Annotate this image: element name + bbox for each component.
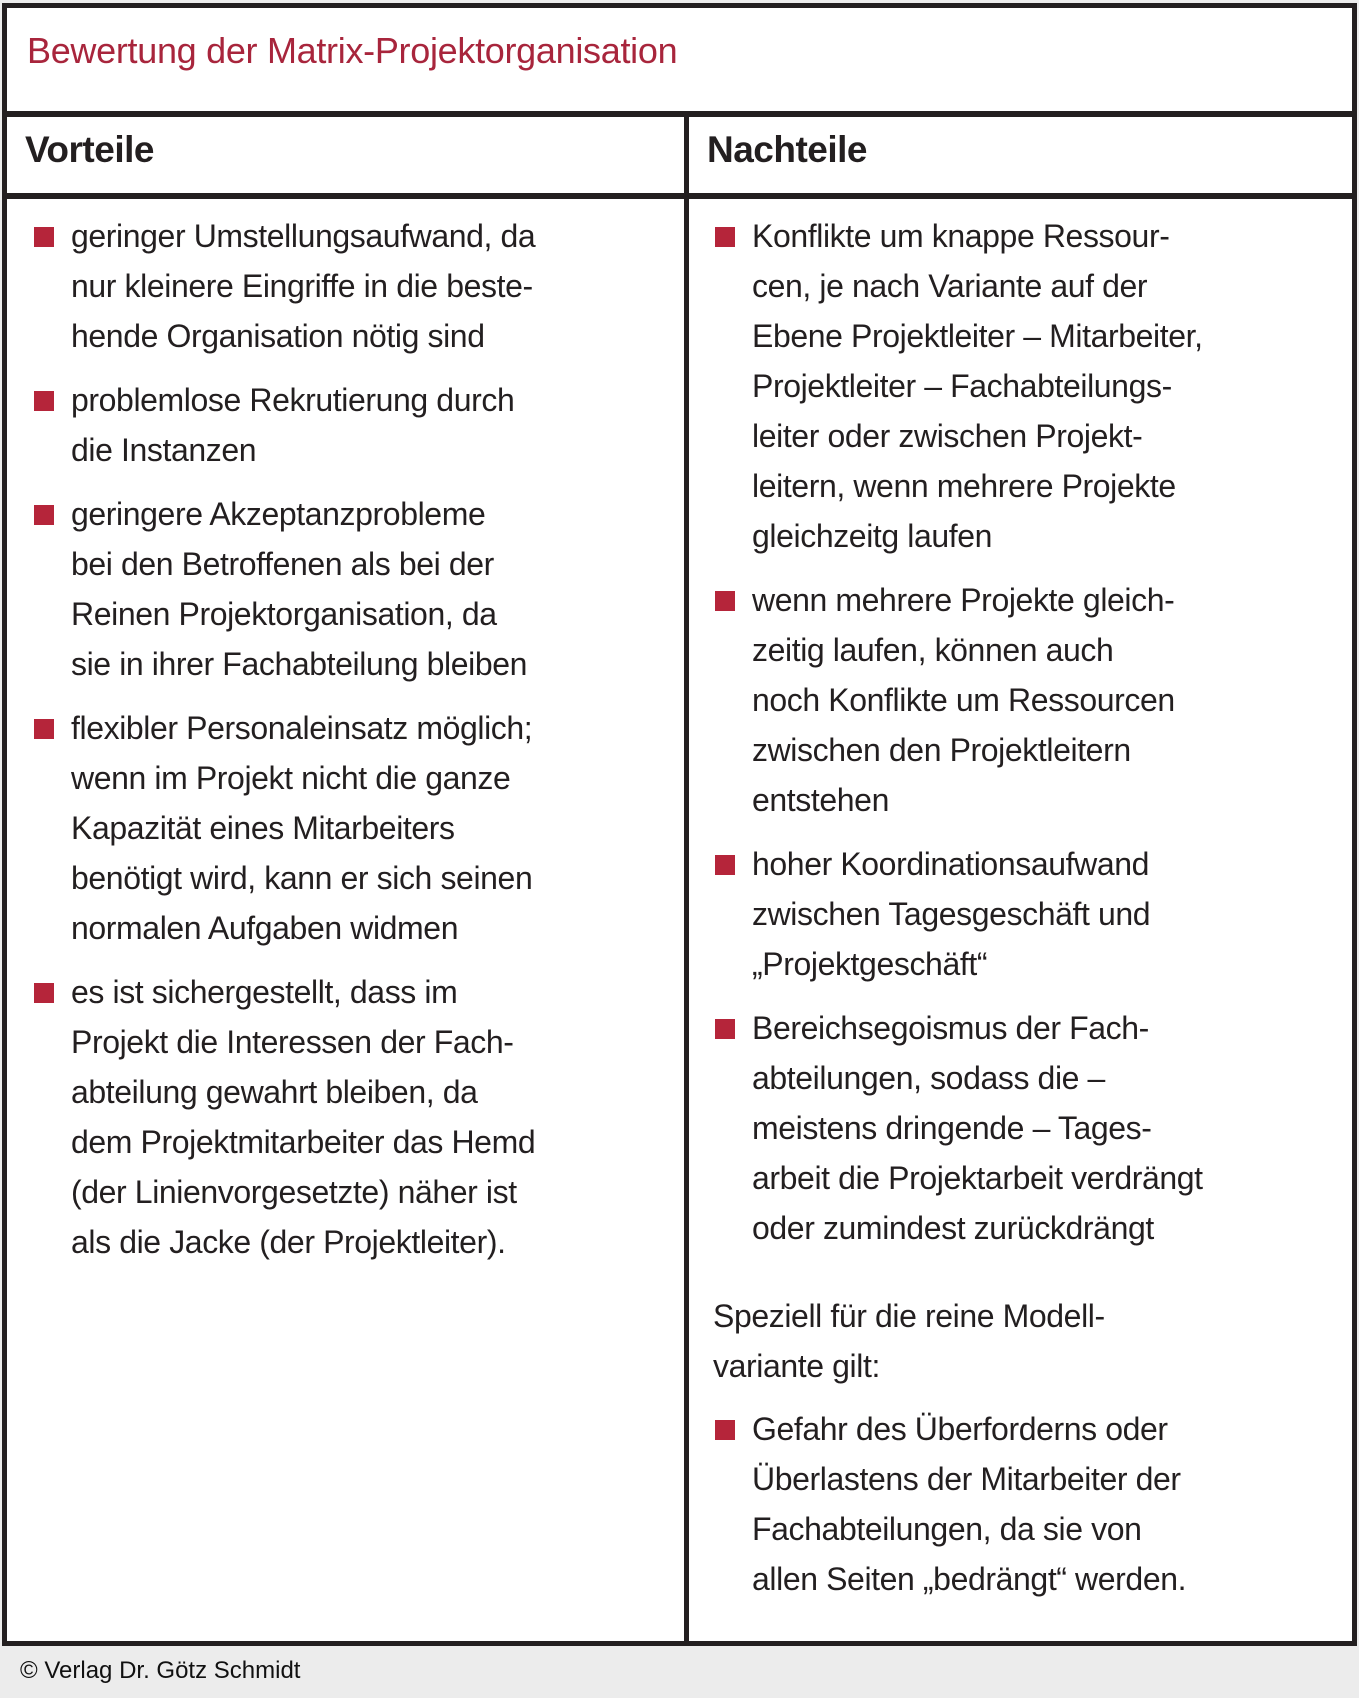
list-item [34, 703, 535, 953]
list-item-line: die Instanzen [71, 432, 257, 468]
list-item-line: gleichzeitg laufen [752, 518, 993, 554]
evaluation-table [2, 3, 1357, 1646]
list-item [715, 211, 1203, 561]
list-item [715, 1404, 1203, 1604]
list-item-line: Reinen Projektorganisation, da [71, 596, 497, 632]
list-item-line: leiter oder zwischen Projekt- [752, 418, 1143, 454]
list-item-line: Konflikte um knappe Ressour- [752, 218, 1170, 254]
list-item-line: zeitig laufen, können auch [752, 632, 1114, 668]
square-bullet-icon [715, 591, 735, 611]
list-item-line: Kapazität eines Mitarbeiters [71, 810, 455, 846]
list-item-line: als die Jacke (der Projektleiter). [71, 1224, 506, 1260]
list-item-line: problemlose Rekrutierung durch [71, 382, 515, 418]
square-bullet-icon [34, 227, 54, 247]
list-item-line: hende Organisation nötig sind [71, 318, 485, 354]
list-item-line: geringere Akzeptanzprobleme [71, 496, 486, 532]
square-bullet-icon [34, 505, 54, 525]
list-item-line: (der Linienvorgesetzte) näher ist [71, 1174, 517, 1210]
list-item-line: meistens dringende – Tages- [752, 1110, 1152, 1146]
list-item-line: Projekt die Interessen der Fach- [71, 1024, 514, 1060]
list-item-line: sie in ihrer Fachabteilung bleiben [71, 646, 528, 682]
list-item-line: bei den Betroffenen als bei der [71, 546, 494, 582]
list-item-line: zwischen Tagesgeschäft und [752, 896, 1151, 932]
column-header-nachteile: Nachteile [707, 129, 868, 170]
list-item-line: noch Konflikte um Ressourcen [752, 682, 1175, 718]
square-bullet-icon [715, 1420, 735, 1440]
title-divider [7, 111, 1352, 117]
table-title: Bewertung der Matrix-Projektorganisation [27, 30, 678, 71]
list-item-line: wenn im Projekt nicht die ganze [71, 760, 511, 796]
special-variant-note [713, 1291, 1203, 1391]
list-item-line: Fachabteilungen, da sie von [752, 1511, 1142, 1547]
list-item-line: zwischen den Projektleitern [752, 732, 1131, 768]
list-item-line: „Projektgeschäft“ [752, 946, 988, 982]
list-item-line: Überlastens der Mitarbeiter der [752, 1461, 1181, 1497]
vorteile-list [34, 211, 535, 1267]
list-item-line: abteilung gewahrt bleiben, da [71, 1074, 478, 1110]
square-bullet-icon [34, 983, 54, 1003]
list-item-line: Gefahr des Überforderns oder [752, 1411, 1168, 1447]
list-item [34, 211, 535, 361]
note-line: Speziell für die reine Modell- [713, 1298, 1105, 1334]
square-bullet-icon [715, 855, 735, 875]
list-item-line: cen, je nach Variante auf der [752, 268, 1148, 304]
nachteile-list [715, 211, 1203, 1604]
square-bullet-icon [715, 227, 735, 247]
list-item-line: allen Seiten „bedrängt“ werden. [752, 1561, 1187, 1597]
column-header-vorteile: Vorteile [25, 129, 154, 170]
list-item-line: nur kleinere Eingriffe in die beste- [71, 268, 533, 304]
copyright-footer: © Verlag Dr. Götz Schmidt [20, 1657, 301, 1684]
square-bullet-icon [34, 391, 54, 411]
list-item-line: leitern, wenn mehrere Projekte [752, 468, 1176, 504]
list-item-line: abteilungen, sodass die – [752, 1060, 1105, 1096]
list-item [715, 839, 1203, 989]
list-item-line: flexibler Personaleinsatz möglich; [71, 710, 533, 746]
list-item-line: geringer Umstellungsaufwand, da [71, 218, 536, 254]
list-item [34, 489, 535, 689]
list-item-line: oder zumindest zurückdrängt [752, 1210, 1154, 1246]
list-item [34, 967, 535, 1267]
list-item-line: normalen Aufgaben widmen [71, 910, 459, 946]
square-bullet-icon [34, 719, 54, 739]
list-item-line: Bereichsegoismus der Fach- [752, 1010, 1149, 1046]
list-item-line: dem Projektmitarbeiter das Hemd [71, 1124, 536, 1160]
list-item-line: hoher Koordinationsaufwand [752, 846, 1150, 882]
list-item [715, 575, 1203, 825]
square-bullet-icon [715, 1019, 735, 1039]
list-item [34, 375, 535, 475]
header-divider [7, 193, 1352, 199]
list-item-line: Ebene Projektleiter – Mitarbeiter, [752, 318, 1203, 354]
list-item-line: es ist sichergestellt, dass im [71, 974, 458, 1010]
list-item-line: wenn mehrere Projekte gleich- [752, 582, 1175, 618]
list-item-line: arbeit die Projektarbeit verdrängt [752, 1160, 1203, 1196]
column-divider [684, 111, 689, 1641]
list-item-line: Projektleiter – Fachabteilungs- [752, 368, 1172, 404]
note-line: variante gilt: [713, 1348, 880, 1384]
list-item-line: entstehen [752, 782, 889, 818]
list-item [715, 1003, 1203, 1253]
list-item-line: benötigt wird, kann er sich seinen [71, 860, 533, 896]
